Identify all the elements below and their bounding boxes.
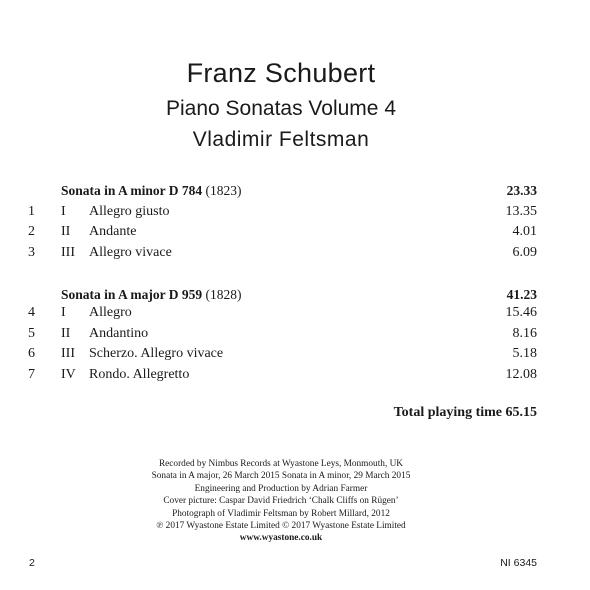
movement-title: Allegro giusto bbox=[89, 204, 170, 219]
track-row bbox=[0, 346, 537, 366]
performer-name: Vladimir Feltsman bbox=[192, 128, 370, 151]
sonata-duration: 41.23 bbox=[506, 287, 537, 302]
movement-title: Andante bbox=[89, 224, 137, 239]
track-row bbox=[0, 204, 537, 224]
sonata-title: Sonata in A minor D 784 bbox=[61, 183, 203, 198]
track-row bbox=[0, 224, 537, 244]
movement-number: III bbox=[61, 346, 75, 361]
movement-number: I bbox=[61, 305, 66, 320]
movement-title: Allegro bbox=[89, 305, 132, 320]
movement-title: Andantino bbox=[89, 326, 149, 341]
track-number: 6 bbox=[28, 346, 35, 361]
track-time: 8.16 bbox=[512, 326, 537, 341]
credit-line: Recorded by Nimbus Records at Wyastone Leys, Monmouth, UK bbox=[158, 459, 404, 469]
credits-block bbox=[0, 458, 562, 545]
movement-number: III bbox=[61, 245, 75, 260]
credit-line: ℗ 2017 Wyastone Estate Limited © 2017 Wyastone Estate Limited bbox=[156, 521, 406, 532]
movement-number: I bbox=[61, 204, 66, 219]
track-time: 15.46 bbox=[505, 305, 537, 320]
credit-line: Photograph of Vladimir Feltsman by Robert Millard, 2012 bbox=[172, 508, 390, 519]
movement-number: II bbox=[61, 224, 71, 239]
track-row bbox=[0, 367, 537, 387]
credit-line: Sonata in A major, 26 March 2015 Sonata in A minor, 29 March 2015 bbox=[151, 471, 411, 482]
track-row bbox=[0, 326, 537, 346]
track-number: 4 bbox=[28, 305, 35, 320]
track-row bbox=[0, 245, 537, 265]
track-number: 1 bbox=[28, 204, 35, 219]
movement-title: Scherzo. Allegro vivace bbox=[89, 346, 224, 361]
movement-title: Allegro vivace bbox=[89, 245, 172, 260]
movement-title: Rondo. Allegretto bbox=[89, 367, 190, 382]
track-number: 2 bbox=[28, 224, 35, 239]
composer-name: Franz Schubert bbox=[186, 58, 376, 88]
album-title: Piano Sonatas Volume 4 bbox=[166, 97, 396, 120]
track-time: 4.01 bbox=[512, 224, 537, 239]
website-link: www.wyastone.co.uk bbox=[239, 533, 323, 544]
sonata-duration: 23.33 bbox=[506, 183, 537, 198]
catalogue-number: NI 6345 bbox=[500, 557, 537, 569]
credit-line: Cover picture: Caspar David Friedrich ‘Chalk Cliffs on Rügen’ bbox=[163, 496, 399, 507]
track-number: 3 bbox=[28, 245, 35, 260]
track-time: 13.35 bbox=[505, 204, 537, 219]
credit-line: Engineering and Production by Adrian Farmer bbox=[194, 483, 368, 494]
track-time: 6.09 bbox=[512, 245, 537, 260]
sonata-year: (1823) bbox=[205, 183, 242, 198]
track-row bbox=[0, 305, 537, 325]
track-number: 7 bbox=[28, 367, 35, 382]
movement-number: II bbox=[61, 326, 71, 341]
sonata-year: (1828) bbox=[205, 287, 242, 302]
track-time: 5.18 bbox=[512, 346, 537, 361]
sonata-heading bbox=[61, 287, 537, 303]
page-number: 2 bbox=[29, 557, 35, 569]
track-time: 12.08 bbox=[505, 367, 537, 382]
movement-number: IV bbox=[61, 367, 76, 382]
total-playing-time: Total playing time 65.15 bbox=[393, 405, 537, 420]
sonata-heading bbox=[61, 183, 537, 199]
track-number: 5 bbox=[28, 326, 35, 341]
sonata-title: Sonata in A major D 959 bbox=[61, 287, 203, 302]
